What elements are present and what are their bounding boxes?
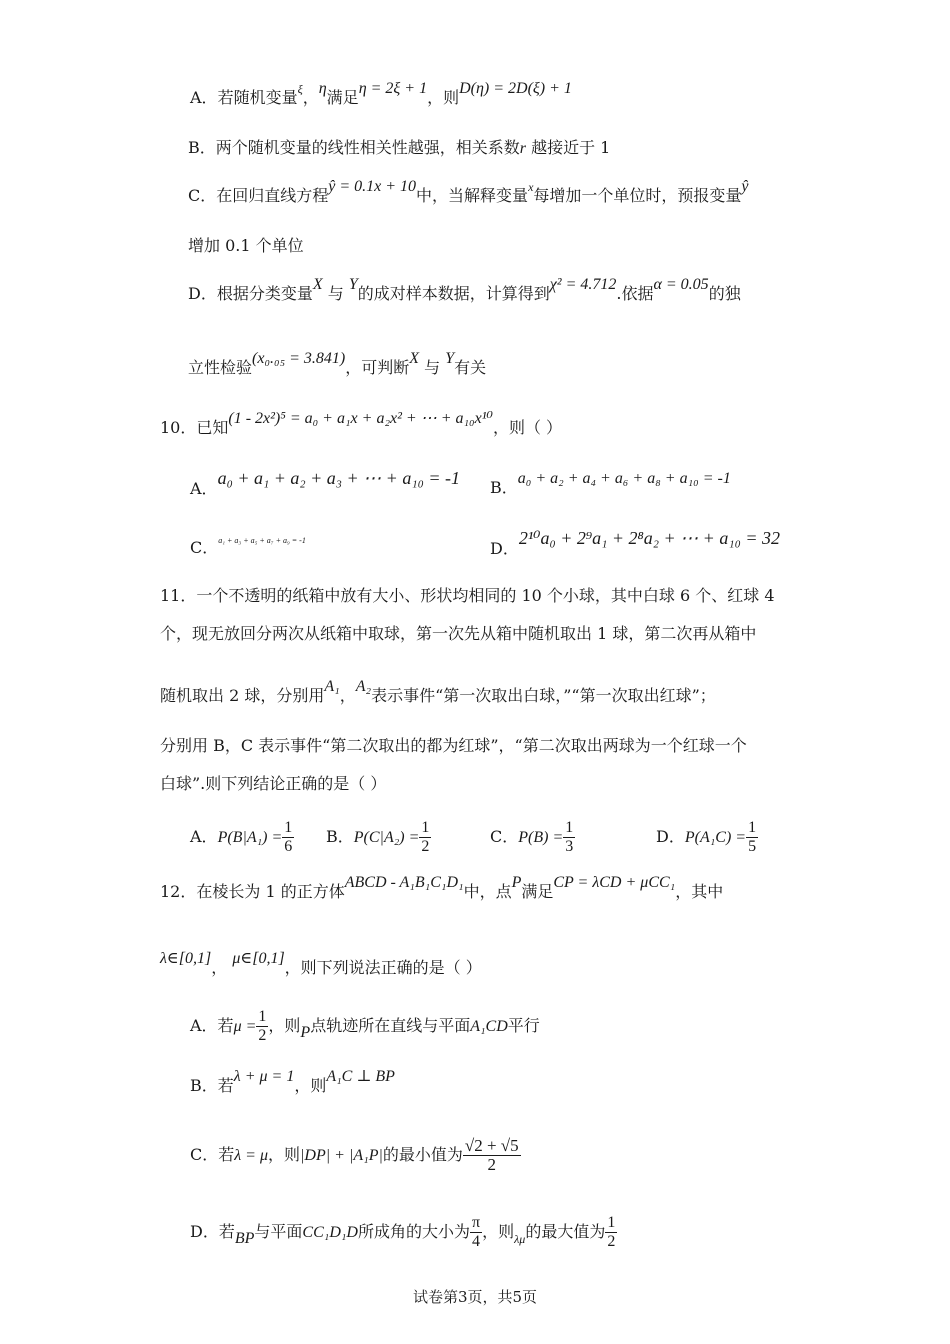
q12-option-c: C．若λ = μ，则|DP| + |A₁P|的最小值为 $\frac{√2 + √5}{2}$ (190, 1136, 519, 1174)
q10-stem: 10．已知(1 - 2x²)⁵ = a₀ + a₁x + a₂x² + ⋯ + a₁₀x¹⁰，则（ ） (160, 410, 563, 437)
q10-option-b: B．a₀ + a₂ + a₄ + a₆ + a₈ + a₁₀ = -1 (490, 470, 731, 497)
q11-line5: 白球”.则下列结论正确的是（ ） (160, 774, 387, 793)
q12-stem-line2: λ∈[0,1]， μ∈[0,1]，则下列说法正确的是（ ） (160, 950, 482, 977)
q11-line4: 分别用 B，C 表示事件“第二次取出的都为红球”，“第二次取出两球为一个红球一个 (160, 736, 747, 755)
q11-option-b: B．P(C|A₂) = $\frac{1}{2}$ (326, 819, 430, 855)
q11-option-d: D．P(A₁C) = $\frac{1}{5}$ (656, 819, 757, 855)
q12-option-d: D．若BP与平面CC₁D₁D所成角的大小为 $\frac{\pi}{4}$ ，则$_{\lambda\mu}$的最大值为 $\frac{1}{2}$ (190, 1214, 616, 1250)
q11-option-a: A．P(B|A₁) = $\frac{1}{6}$ (190, 819, 293, 855)
q9-option-a: A．若随机变量$^\xi$，η满足η = 2ξ + 1，则D(η) = 2D(ξ) + 1 (190, 80, 572, 107)
q11-line2: 个，现无放回分两次从纸箱中取球，第一次先从箱中随机取出 1 球，第二次再从箱中 (160, 624, 757, 643)
q12-option-a: A．若μ = $\frac{1}{2}$ ，则P点轨迹所在直线与平面A₁CD平行 (190, 1008, 540, 1044)
q12-option-b: B．若λ + μ = 1，则A₁C ⊥ BP (190, 1068, 395, 1095)
q9-option-d: D．根据分类变量X 与 Y的成对样本数据，计算得到χ² = 4.712.依据α = 0.05的独 (188, 276, 741, 303)
q10-option-a: A．a₀ + a₁ + a₂ + a₃ + ⋯ + a₁₀ = -1 (190, 468, 460, 498)
page-footer: 试卷第3页，共5页 (412, 1288, 538, 1306)
q12-stem: 12．在棱长为 1 的正方体ABCD - A₁B₁C₁D₁中，点P满足CP = λCD + μCC₁，其中 (160, 874, 724, 901)
q10-option-c: C．$^{a_1 + a_3 + a_5 + a_7 + a_9 = -1}$ (190, 536, 306, 557)
q9-option-d-line2: 立性检验(x₀.₀₅ = 3.841)，可判断X 与 Y有关 (188, 350, 487, 377)
q11-option-c: C．P(B) = $\frac{1}{3}$ (490, 819, 574, 855)
q11-line1: 11．一个不透明的纸箱中放有大小、形状均相同的 10 个小球，其中白球 6 个、红球 4 (160, 586, 775, 605)
q11-line3: 随机取出 2 球，分别用A₁，A₂表示事件“第一次取出白球，”“第一次取出红球”； (160, 678, 716, 705)
q9-option-c-line2: 增加 0.1 个单位 (188, 236, 304, 255)
q9-option-b: B．两个随机变量的线性相关性越强，相关系数r 越接近于 1 (188, 138, 611, 157)
q10-option-d: D．2¹⁰a₀ + 2⁹a₁ + 2⁸a₂ + ⋯ + a₁₀ = 32 (490, 528, 780, 558)
q9-option-c: C．在回归直线方程ŷ = 0.1x + 10中，当解释变量$^x$每增加一个单位时，预报变量ŷ (188, 178, 749, 205)
